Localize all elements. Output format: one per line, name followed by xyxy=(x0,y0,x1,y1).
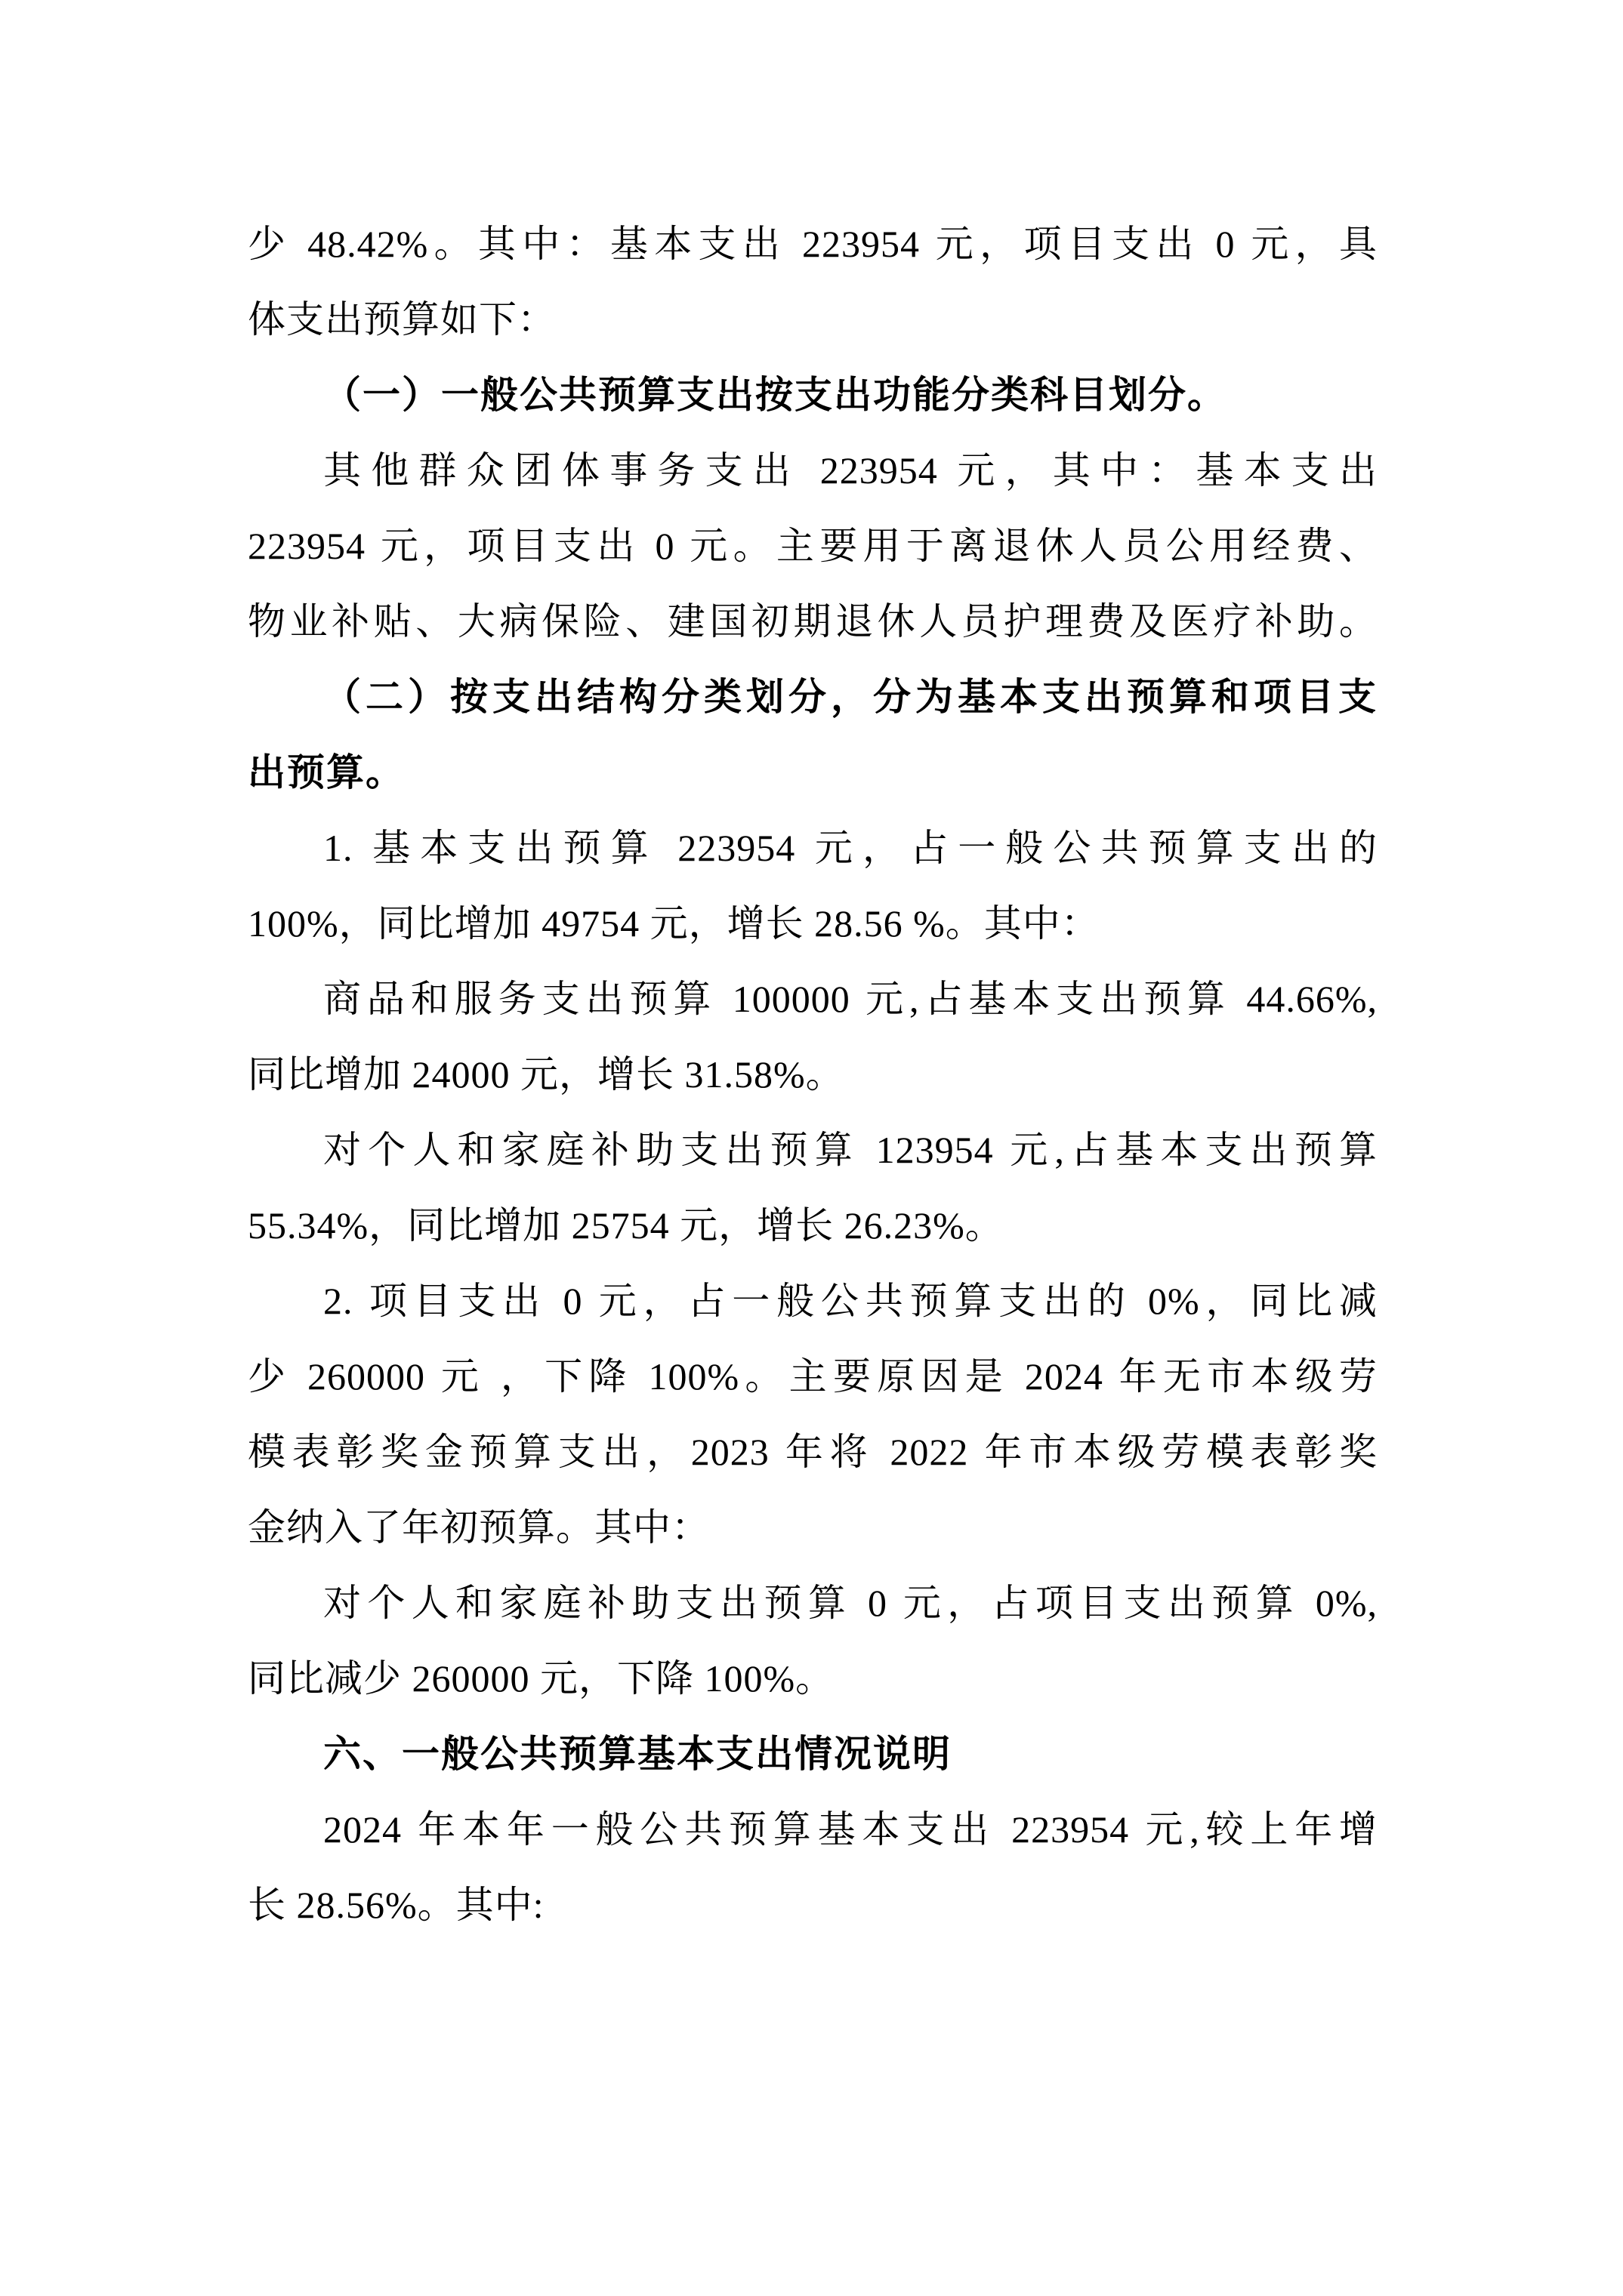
body-text-line: 金纳入了年初预算。其中： xyxy=(248,1506,710,1549)
body-text-line: 223954 元，项目支出 0 元。主要用于离退休人员公用经费、 xyxy=(248,525,1378,567)
heading-line: （一）一般公共预算支出按支出功能分类科目划分。 xyxy=(323,373,1227,417)
body-text-line: 商品和服务支出预算 100000 元,占基本支出预算 44.66%, xyxy=(323,978,1378,1020)
body-text-line: 55.34%，同比增加 25754 元，增长 26.23%。 xyxy=(248,1204,1004,1247)
body-text-line: 2. 项目支出 0 元，占一般公共预算支出的 0%，同比减 xyxy=(323,1280,1378,1322)
body-text-line: 同比减少 260000 元，下降 100%。 xyxy=(248,1657,835,1700)
text-block xyxy=(248,206,1378,1943)
body-text-line: 少 48.42%。其中：基本支出 223954 元，项目支出 0 元，具 xyxy=(248,223,1378,265)
heading-line: 出预算。 xyxy=(248,750,405,794)
body-text-line: 对个人和家庭补助支出预算 0 元，占项目支出预算 0%, xyxy=(323,1582,1378,1624)
body-text-line: 同比增加 24000 元，增长 31.58%。 xyxy=(248,1053,844,1096)
body-text-line: 体支出预算如下： xyxy=(248,298,556,341)
body-text-line: 少 260000 元 ，下降 100%。主要原因是 2024 年无市本级劳 xyxy=(248,1355,1378,1398)
body-text-line: 模表彰奖金预算支出，2023 年将 2022 年市本级劳模表彰奖 xyxy=(248,1431,1378,1473)
body-text-line: 2024 年本年一般公共预算基本支出 223954 元,较上年增 xyxy=(323,1808,1378,1851)
heading-line: （二）按支出结构分类划分，分为基本支出预算和项目支 xyxy=(323,675,1378,719)
body-text-line: 物业补贴、大病保险、建国初期退休人员护理费及医疗补助。 xyxy=(248,600,1378,643)
body-text-line: 100%，同比增加 49754 元，增长 28.56 %。其中： xyxy=(248,902,1100,945)
body-text-line: 长 28.56%。其中: xyxy=(248,1884,545,1926)
body-text-line: 对个人和家庭补助支出预算 123954 元,占基本支出预算 xyxy=(323,1129,1378,1171)
heading-line: 六、一般公共预算基本支出情况说明 xyxy=(323,1732,952,1776)
body-text-line: 其他群众团体事务支出 223954 元，其中：基本支出 xyxy=(323,449,1378,492)
body-text-line: 1. 基本支出预算 223954 元，占一般公共预算支出的 xyxy=(323,827,1378,869)
